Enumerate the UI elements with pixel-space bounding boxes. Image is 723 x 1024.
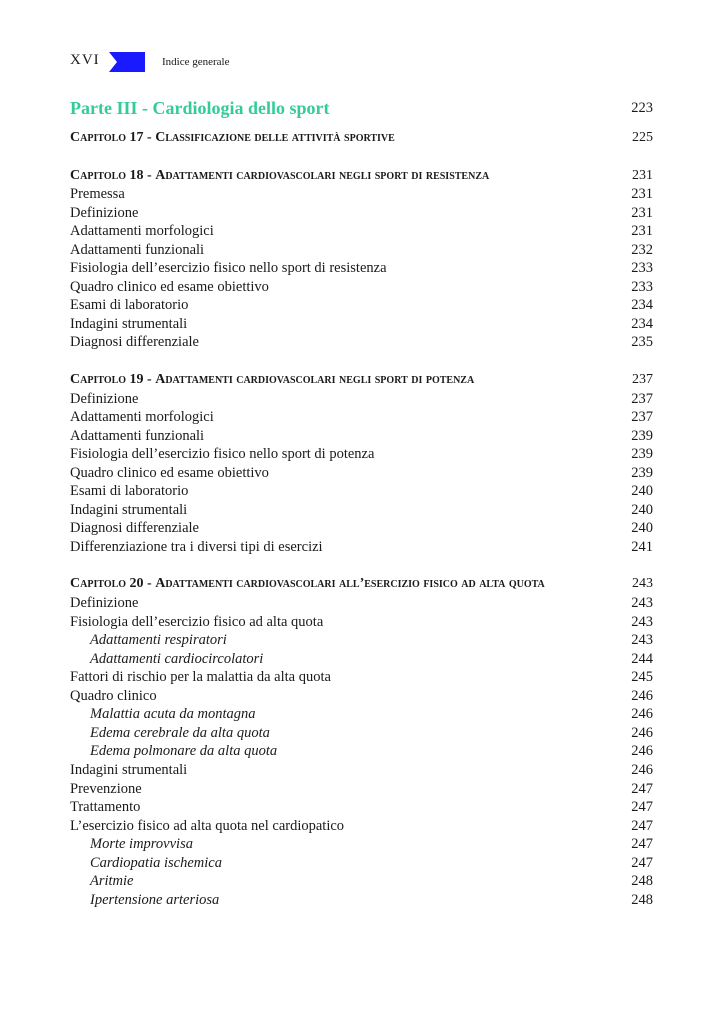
page-header xyxy=(70,50,660,74)
entry-page: 235 xyxy=(631,334,653,351)
toc-entry[interactable] xyxy=(70,594,653,613)
entry-page: 241 xyxy=(631,538,653,555)
toc-entry[interactable] xyxy=(70,390,653,409)
flag-shape xyxy=(109,52,145,72)
chapter-name: Adattamenti cardiovascolari negli sport di potenza xyxy=(155,372,475,388)
entry-title: Adattamenti morfologici xyxy=(70,223,214,240)
entry-title: Indagini strumentali xyxy=(70,315,188,332)
part-title: Parte III - Cardiologia dello sport xyxy=(70,98,330,118)
entry-title: Aritmie xyxy=(90,873,134,890)
toc-entry[interactable] xyxy=(70,501,653,520)
chapter-page: 237 xyxy=(632,372,653,388)
toc-entry[interactable] xyxy=(70,315,653,334)
entry-title: Quadro clinico ed esame obiettivo xyxy=(70,464,269,481)
entry-page: 239 xyxy=(631,464,653,481)
entry-page: 232 xyxy=(631,241,653,258)
flag-icon xyxy=(109,52,145,72)
entry-title: Edema polmonare da alta quota xyxy=(90,743,278,760)
entry-page: 231 xyxy=(631,204,653,221)
entry-page: 240 xyxy=(631,520,653,537)
toc-entry[interactable] xyxy=(70,445,653,464)
entry-page: 246 xyxy=(631,687,653,704)
toc-entry[interactable] xyxy=(70,408,653,427)
entry-page: 245 xyxy=(631,669,653,686)
entry-title: Cardiopatia ischemica xyxy=(90,854,222,871)
entry-title: Ipertensione arteriosa xyxy=(90,891,220,908)
toc-entry[interactable] xyxy=(70,296,653,315)
part-page: 223 xyxy=(631,100,653,116)
entry-page: 239 xyxy=(631,427,653,444)
entry-title: Esami di laboratorio xyxy=(70,483,189,500)
chapter-title xyxy=(70,372,474,387)
entry-title: Adattamenti funzionali xyxy=(70,427,205,444)
entry-page: 239 xyxy=(631,446,653,463)
toc-entry[interactable] xyxy=(70,222,653,241)
entry-page: 246 xyxy=(631,724,653,741)
entry-title: Esami di laboratorio xyxy=(70,297,189,314)
entry-title: Indagini strumentali xyxy=(70,501,188,518)
entry-page: 248 xyxy=(631,873,653,890)
toc-entry[interactable] xyxy=(70,333,653,352)
toc-entry[interactable] xyxy=(70,761,653,780)
chapter-page: 225 xyxy=(632,130,653,145)
entry-title: Adattamenti cardiocircolatori xyxy=(90,650,264,667)
entry-title: Edema cerebrale da alta quota xyxy=(90,724,270,741)
entry-page: 247 xyxy=(631,799,653,816)
entry-title: Adattamenti funzionali xyxy=(70,241,205,258)
chapter-name: Adattamenti cardiovascolari negli sport di resistenza xyxy=(155,167,490,183)
entry-title: Definizione xyxy=(70,595,139,612)
toc-entry[interactable] xyxy=(70,817,653,836)
entry-page: 246 xyxy=(631,706,653,723)
entry-title: Quadro clinico ed esame obiettivo xyxy=(70,278,269,295)
entry-title: L’esercizio fisico ad alta quota nel cardiopatico xyxy=(70,817,345,834)
entry-page: 247 xyxy=(631,780,653,797)
chapter-prefix: Capitolo 19 - xyxy=(70,372,152,388)
chapter-heading[interactable] xyxy=(70,129,653,148)
entry-title: Definizione xyxy=(70,204,139,221)
entry-page: 234 xyxy=(631,297,653,314)
entry-page: 233 xyxy=(631,278,653,295)
chapter-heading[interactable] xyxy=(70,371,653,390)
toc-entry[interactable] xyxy=(70,482,653,501)
part-heading[interactable] xyxy=(70,96,653,120)
chapter-page: 231 xyxy=(632,167,653,183)
toc-subentry[interactable] xyxy=(70,631,653,650)
entry-page: 231 xyxy=(631,223,653,240)
entry-title: Differenziazione tra i diversi tipi di esercizi xyxy=(70,538,323,555)
entry-page: 240 xyxy=(631,483,653,500)
chapter-name: Classificazione delle attività sportive xyxy=(155,130,395,145)
entry-page: 233 xyxy=(631,260,653,277)
entry-title: Fisiologia dell’esercizio fisico nello sport di resistenza xyxy=(70,260,387,277)
entry-page: 247 xyxy=(631,817,653,834)
entry-title: Indagini strumentali xyxy=(70,761,188,778)
entry-page: 244 xyxy=(631,650,653,667)
section-gap xyxy=(70,352,653,371)
entry-page: 246 xyxy=(631,743,653,760)
entry-title: Malattia acuta da montagna xyxy=(90,706,256,723)
toc-entry[interactable] xyxy=(70,613,653,632)
entry-title: Adattamenti respiratori xyxy=(90,632,227,649)
page-number: XVI xyxy=(70,52,100,68)
chapter-name: Adattamenti cardiovascolari all’esercizio fisico ad alta quota xyxy=(155,576,545,592)
section-gap xyxy=(70,556,653,575)
entry-title: Adattamenti morfologici xyxy=(70,409,214,426)
chapter-prefix: Capitolo 20 - xyxy=(70,576,152,592)
header-title: Indice generale xyxy=(162,56,230,68)
entry-page: 240 xyxy=(631,501,653,518)
chapter-prefix: Capitolo 17 - xyxy=(70,130,152,145)
section-gap xyxy=(70,148,653,167)
entry-page: 234 xyxy=(631,315,653,332)
toc-subentry[interactable] xyxy=(70,705,653,724)
toc-subentry[interactable] xyxy=(70,854,653,873)
entry-page: 243 xyxy=(631,613,653,630)
toc-entry[interactable] xyxy=(70,687,653,706)
entry-title: Fattori di rischio per la malattia da alta quota xyxy=(70,669,331,686)
chapter-heading[interactable] xyxy=(70,575,653,594)
toc-entry[interactable] xyxy=(70,241,653,260)
entry-page: 243 xyxy=(631,632,653,649)
entry-title: Quadro clinico xyxy=(70,687,157,704)
toc-entry[interactable] xyxy=(70,798,653,817)
toc-entry[interactable] xyxy=(70,519,653,538)
toc-subentry[interactable] xyxy=(70,891,653,910)
entry-title: Trattamento xyxy=(70,799,141,816)
chapter-page: 243 xyxy=(632,576,653,592)
entry-page: 231 xyxy=(631,186,653,203)
chapter-heading[interactable] xyxy=(70,167,653,186)
toc-subentry[interactable] xyxy=(70,872,653,891)
toc-entry[interactable] xyxy=(70,668,653,687)
toc-entry[interactable] xyxy=(70,427,653,446)
toc-subentry[interactable] xyxy=(70,650,653,669)
chapter-title xyxy=(70,130,395,145)
entry-title: Prevenzione xyxy=(70,780,142,797)
entry-title: Morte improvvisa xyxy=(90,836,193,853)
toc-subentry[interactable] xyxy=(70,742,653,761)
chapter-title xyxy=(70,168,489,183)
entry-page: 247 xyxy=(631,836,653,853)
toc-entry[interactable] xyxy=(70,464,653,483)
toc-entry[interactable] xyxy=(70,204,653,223)
entry-page: 237 xyxy=(631,409,653,426)
toc-entry[interactable] xyxy=(70,185,653,204)
entry-title: Fisiologia dell’esercizio fisico ad alta quota xyxy=(70,613,324,630)
toc-entry[interactable] xyxy=(70,259,653,278)
chapter-title xyxy=(70,576,545,591)
entry-page: 246 xyxy=(631,761,653,778)
entry-title: Definizione xyxy=(70,390,139,407)
entry-page: 237 xyxy=(631,390,653,407)
entry-title: Diagnosi differenziale xyxy=(70,520,199,537)
entry-page: 247 xyxy=(631,854,653,871)
chapter-prefix: Capitolo 18 - xyxy=(70,167,152,183)
toc-entry[interactable] xyxy=(70,278,653,297)
entry-title: Fisiologia dell’esercizio fisico nello sport di potenza xyxy=(70,446,375,463)
toc-subentry[interactable] xyxy=(70,835,653,854)
toc-subentry[interactable] xyxy=(70,724,653,743)
entry-page: 243 xyxy=(631,595,653,612)
entry-title: Diagnosi differenziale xyxy=(70,334,199,351)
toc-entry[interactable] xyxy=(70,538,653,557)
entry-page: 248 xyxy=(631,891,653,908)
table-of-contents xyxy=(70,96,653,909)
toc-entry[interactable] xyxy=(70,780,653,799)
entry-title: Premessa xyxy=(70,186,125,203)
